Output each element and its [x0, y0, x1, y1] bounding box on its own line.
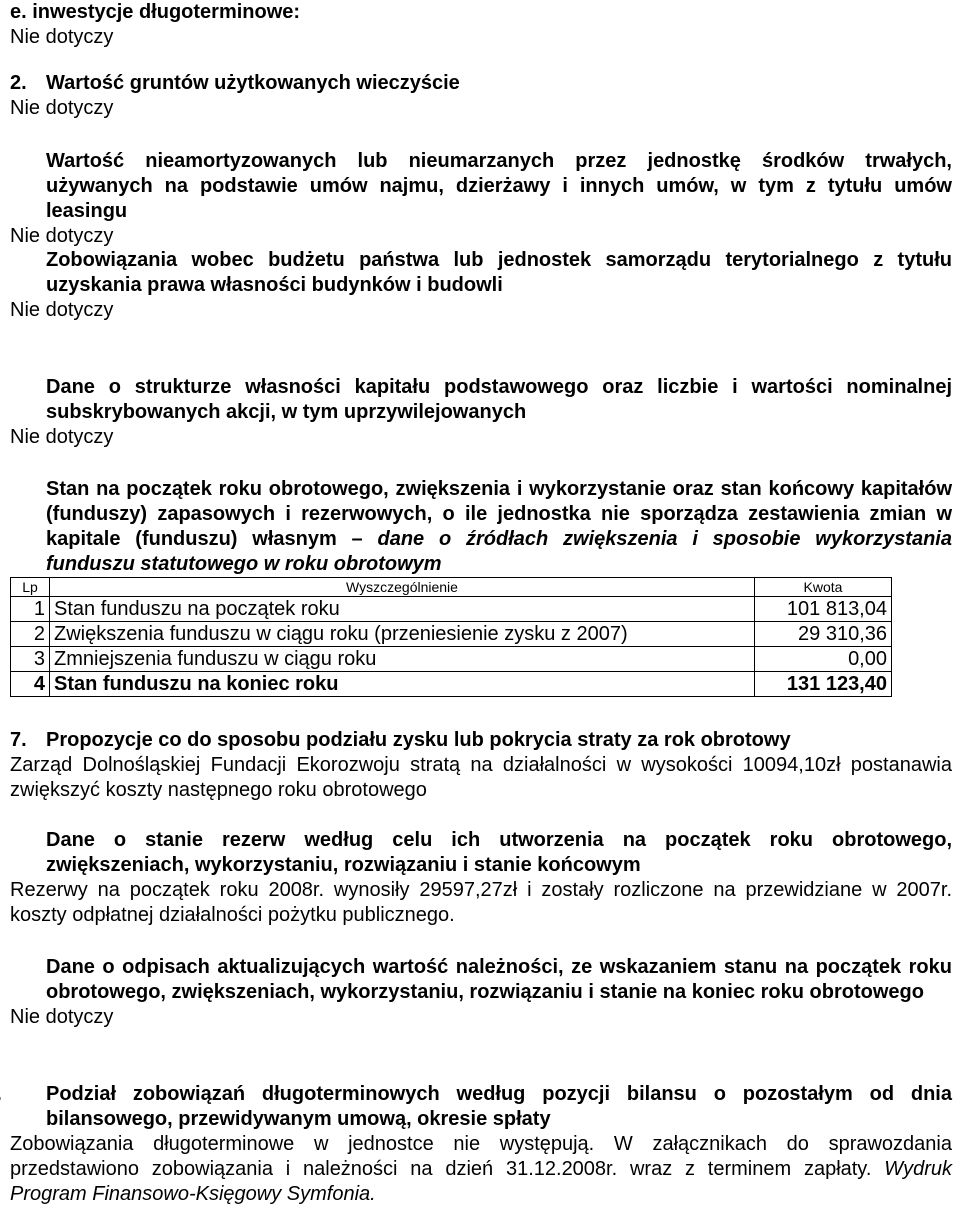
- row-desc: Stan funduszu na początek roku: [50, 597, 755, 622]
- section-7-text: Zarząd Dolnośląskiej Fundacji Ekorozwoju stratą na działalności w wysokości 10094,10zł postanawia zwiększyć koszty następnego roku obrotowego: [10, 754, 952, 801]
- row-lp: 3: [11, 647, 50, 672]
- section-10: [10, 1082, 952, 1207]
- section-4-heading: Zobowiązania wobec budżetu państwa lub jednostek samorządu terytorialnego z tytułu uzyskania prawa własności budynków i budowli: [46, 249, 952, 296]
- section-5-heading: Dane o strukturze własności kapitału podstawowego oraz liczbie i wartości nominalnej subskrybowanych akcji, w tym uprzywilejowanych: [46, 376, 952, 423]
- header-amount: Kwota: [755, 578, 892, 597]
- section-9-heading: Dane o odpisach aktualizujących wartość należności, ze wskazaniem stanu na początek roku obrotowego, zwiększeniach, wykorzystaniu, rozwiązaniu i stanie na koniec roku obrotowego: [46, 956, 952, 1003]
- section-10-text: Zobowiązania długoterminowe w jednostce nie występują. W załącznikach do sprawozdania przedstawiono zobowiązania i należności na dzień 31.12.2008r. wraz z terminem zapłaty. Wydruk Program Finansowo-Księgowy Symfonia.: [10, 1133, 952, 1205]
- section-6-heading-italic: dane o źródłach zwiększenia i sposobie wykorzystania funduszu statutowego w roku obrotowym: [46, 528, 952, 575]
- section-4: [10, 248, 952, 323]
- section-7: [10, 728, 952, 803]
- section-e: [10, 0, 952, 50]
- row-amount: 101 813,04: [755, 597, 892, 622]
- row-amount: 0,00: [755, 647, 892, 672]
- section-9: [10, 955, 952, 1030]
- section-6-heading: Stan na początek roku obrotowego, zwiększenia i wykorzystanie oraz stan końcowy kapitałów (funduszy) zapasowych i rezerwowych, o ile jednostka nie sporządza zestawienia zmian w kapitale (funduszu) własnym – dane o źródłach zwiększenia i sposobie wykorzystania funduszu statutowego w roku obrotowym: [46, 478, 952, 575]
- section-3-text: Nie dotyczy: [10, 225, 114, 247]
- table-row: [11, 597, 892, 622]
- header-desc: Wyszczególnienie: [50, 578, 755, 597]
- section-10-heading: Podział zobowiązań długoterminowych według pozycji bilansu o pozostałym od dnia bilansowego, przewidywanym umową, okresie spłaty: [46, 1083, 952, 1130]
- header-lp: Lp: [11, 578, 50, 597]
- table-row: [11, 647, 892, 672]
- table-row: [11, 622, 892, 647]
- section-9-text: Nie dotyczy: [10, 1006, 114, 1028]
- row-lp: 4: [11, 672, 50, 697]
- row-amount: 29 310,36: [755, 622, 892, 647]
- row-desc: Zwiększenia funduszu w ciągu roku (przeniesienie zysku z 2007): [50, 622, 755, 647]
- section-8: [10, 828, 952, 928]
- row-desc: Zmniejszenia funduszu w ciągu roku: [50, 647, 755, 672]
- section-2-heading: 2. Wartość gruntów użytkowanych wieczyście: [10, 72, 460, 94]
- row-amount: 131 123,40: [755, 672, 892, 697]
- section-2-text: Nie dotyczy: [10, 97, 114, 119]
- fund-table-header: [11, 578, 892, 597]
- section-10-text-italic: Wydruk Program Finansowo-Księgowy Symfonia.: [10, 1158, 952, 1205]
- section-3: [10, 149, 952, 249]
- section-7-heading: 7. Propozycje co do sposobu podziału zysku lub pokrycia straty za rok obrotowy: [10, 729, 791, 751]
- section-3-heading: Wartość nieamortyzowanych lub nieumarzanych przez jednostkę środków trwałych, używanych na podstawie umów najmu, dzierżawy i innych umów, w tym z tytułu umów leasingu: [46, 150, 952, 222]
- section-5: [10, 375, 952, 450]
- section-e-heading: e. inwestycje długoterminowe:: [10, 1, 301, 23]
- section-e-text: Nie dotyczy: [10, 26, 114, 48]
- section-4-text: Nie dotyczy: [10, 299, 114, 321]
- section-2: [10, 71, 952, 121]
- row-lp: 1: [11, 597, 50, 622]
- fund-table: [10, 577, 892, 697]
- section-8-heading: Dane o stanie rezerw według celu ich utworzenia na początek roku obrotowego, zwiększeniach, wykorzystaniu, rozwiązaniu i stanie końcowym: [46, 829, 952, 876]
- section-5-text: Nie dotyczy: [10, 426, 114, 448]
- row-lp: 2: [11, 622, 50, 647]
- table-row: [11, 672, 892, 697]
- section-8-text: Rezerwy na początek roku 2008r. wynosiły 29597,27zł i zostały rozliczone na przewidziane w 2007r. koszty odpłatnej działalności pożytku publicznego.: [10, 879, 952, 926]
- section-6: [10, 477, 952, 577]
- row-desc: Stan funduszu na koniec roku: [50, 672, 755, 697]
